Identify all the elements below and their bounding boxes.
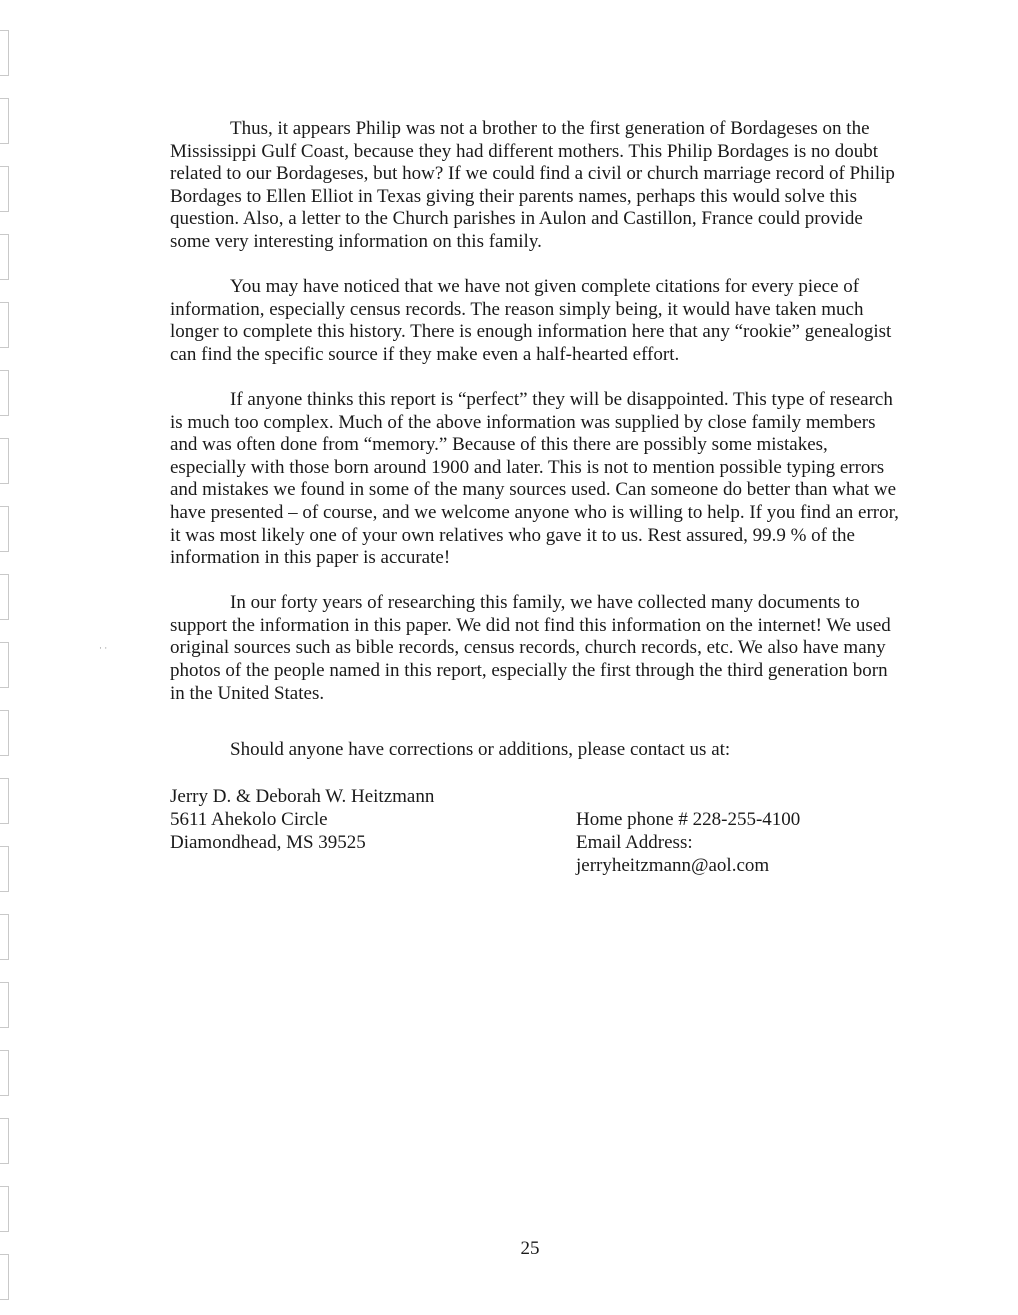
contact-phone: Home phone # 228-255-4100 — [576, 809, 801, 830]
scan-speck: · · — [99, 643, 108, 653]
page-number: 25 — [520, 1238, 540, 1259]
body-text — [170, 118, 904, 705]
paragraph-research: In our forty years of researching this family, we have collected many documents to support the information in this paper. We did not find this information on the internet! We used original sources such as bible records, census records, church records, etc. We also have many photos of the people named in this report, especially the first through the third generation born in the United States. — [170, 592, 891, 704]
binder-holes — [0, 0, 14, 1315]
paragraph-citations: You may have noticed that we have not given complete citations for every piece of information, especially census records. The reason simply being, it would have taken much longer to complete this history. There is enough information here that any “rookie” genealogist can find the specific source if they make even a half-hearted effort. — [170, 276, 892, 365]
mailing-address — [170, 786, 434, 854]
contact-street: 5611 Ahekolo Circle — [170, 808, 328, 830]
contact-city: Diamondhead, MS 39525 — [170, 831, 366, 853]
phone-email-block — [576, 809, 800, 877]
paragraph-accuracy: If anyone thinks this report is “perfect” they will be disappointed. This type of research is much too complex. Much of the above information was supplied by close family members and was often done from “memory.” Because of this there are possibly some mistakes, especially with those born around 1900 and later. This is not to mention possible typing errors and mistakes we found in some of the many sources used. Can someone do better than what we have presented – of course, and we welcome anyone who is willing to help. If you find an error, it was most likely one of your own relatives who gave it to us. Rest assured, 99.9 % of the information in this paper is accurate! — [170, 388, 899, 569]
paragraph-philip-bordages: Thus, it appears Philip was not a brother to the first generation of Bordageses on the Mississippi Gulf Coast, because they had different mothers. This Philip Bordages is no doubt related to our Bordageses, but how? If we could find a civil or church marriage record of Philip Bordages to Ellen Elliot in Texas giving their parents names, perhaps this would solve this question. Also, a letter to the Church parishes in Aulon and Castillon, France could provide some very interesting information on this family. — [170, 118, 895, 252]
contact-email: jerryheitzmann@aol.com — [576, 854, 770, 876]
closing-line: Should anyone have corrections or additions, please contact us at: — [230, 739, 731, 760]
contact-email-label: Email Address: — [576, 831, 693, 853]
contact-names: Jerry D. & Deborah W. Heitzmann — [170, 786, 435, 807]
